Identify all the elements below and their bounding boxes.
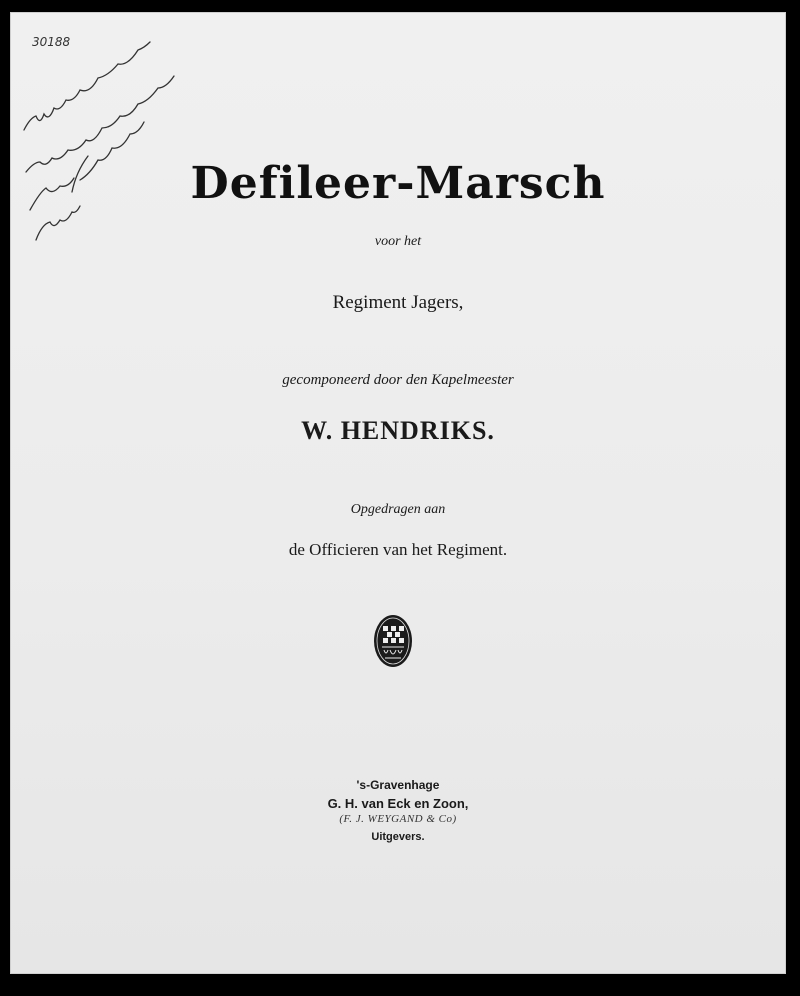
handwritten-dedication: [10, 12, 240, 252]
regiment-name: Regiment Jagers,: [332, 292, 464, 313]
score-cover-page: [10, 12, 786, 974]
publisher-emblem-icon: [373, 614, 413, 668]
score-title: Defileer-Marsch: [190, 158, 606, 209]
dedication-text: de Officieren van het Regiment.: [288, 540, 508, 559]
catalog-number: 30188: [32, 35, 71, 49]
composer-name: W. HENDRIKS.: [301, 416, 495, 445]
dedication-prefix: Opgedragen aan: [350, 502, 446, 517]
publisher-successor: (F. J. WEYGAND & Co): [339, 813, 457, 825]
subtitle-prefix: voor het: [374, 234, 422, 249]
publisher-role: Uitgevers.: [371, 831, 425, 843]
composed-by-text: gecomponeerd door den Kapelmeester: [282, 372, 514, 388]
publisher-city: 's-Gravenhage: [356, 778, 440, 792]
publisher-firm: G. H. van Eck en Zoon,: [327, 796, 469, 811]
